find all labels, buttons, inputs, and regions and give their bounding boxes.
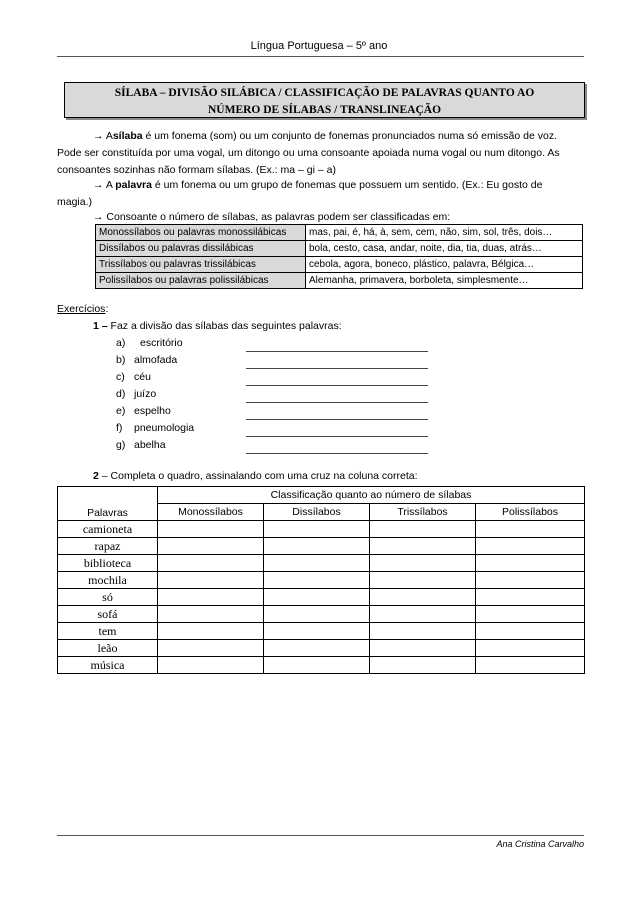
footer-author: Ana Cristina Carvalho — [496, 839, 584, 849]
ex1-item-word: espelho — [134, 405, 171, 417]
answer-line[interactable] — [246, 351, 428, 352]
grid-cell[interactable] — [264, 589, 370, 606]
grid-word: biblioteca — [58, 555, 158, 572]
class-type: Trissílabos ou palavras trissilábicas — [96, 257, 306, 273]
ex1-item-letter: c) — [116, 371, 125, 383]
grid-word: camioneta — [58, 521, 158, 538]
grid-cell[interactable] — [158, 657, 264, 674]
grid-cell[interactable] — [370, 538, 476, 555]
grid-row — [58, 521, 585, 538]
ex1-item-word: juízo — [134, 388, 157, 400]
grid-word: sofá — [58, 606, 158, 623]
exercise-2-prompt — [93, 468, 418, 485]
grid-cell[interactable] — [476, 657, 585, 674]
answer-line[interactable] — [246, 419, 428, 420]
grid-cell[interactable] — [370, 623, 476, 640]
class-type: Monossílabos ou palavras monossilábicas — [96, 225, 306, 241]
p2-text: é um fonema ou um grupo de fonemas que possuem um sentido. (Ex.: Eu gosto de — [151, 179, 543, 191]
ex1-item-letter: b) — [116, 354, 126, 366]
ex1-item-word: céu — [134, 371, 151, 383]
grid-cell[interactable] — [264, 521, 370, 538]
grid-row — [58, 589, 585, 606]
grid-row — [58, 640, 585, 657]
grid-cell[interactable] — [264, 555, 370, 572]
grid-cell[interactable] — [476, 623, 585, 640]
class-examples: cebola, agora, boneco, plástico, palavra, Bélgica… — [306, 257, 583, 273]
grid-cell[interactable] — [158, 538, 264, 555]
grid-cell[interactable] — [158, 572, 264, 589]
exercise-1-text: Faz a divisão das sílabas das seguintes palavras: — [107, 320, 342, 332]
grid-cell[interactable] — [370, 640, 476, 657]
grid-cell[interactable] — [264, 623, 370, 640]
grid-cell[interactable] — [158, 521, 264, 538]
class-examples: Alemanha, primavera, borboleta, simplesmente… — [306, 273, 583, 289]
classification-table — [95, 224, 583, 289]
exercise-2-number: 2 — [93, 470, 99, 482]
grid-row — [58, 555, 585, 572]
class-examples: mas, pai, é, há, à, sem, cem, não, sim, sol, três, dois… — [306, 225, 583, 241]
p2-line-2: magia.) — [57, 196, 93, 208]
ex1-item-letter: d) — [116, 388, 126, 400]
p1-line-3: consoantes sozinhas não formam sílabas. (Ex.: ma – gi – a) — [57, 164, 336, 176]
grid-cell[interactable] — [264, 640, 370, 657]
p1-line-2: Pode ser constituída por uma vogal, um ditongo ou uma consoante apoiada numa vogal ou num ditongo. As — [57, 147, 560, 159]
grid-row — [58, 572, 585, 589]
grid-row — [58, 623, 585, 640]
exercise-1-prompt — [93, 318, 342, 335]
title-line-2: NÚMERO DE SÍLABAS / TRANSLINEAÇÃO — [207, 104, 442, 116]
ex1-item-letter: e) — [116, 405, 126, 417]
paragraph-word — [57, 177, 584, 211]
grid-cell[interactable] — [370, 555, 476, 572]
col-header: Polissílabos — [476, 504, 585, 521]
ex1-item-word: escritório — [140, 337, 183, 349]
grid-word: música — [58, 657, 158, 674]
answer-line[interactable] — [246, 368, 428, 369]
class-type: Polissílabos ou palavras polissilábicas — [96, 273, 306, 289]
grid-cell[interactable] — [476, 538, 585, 555]
classification-row — [96, 225, 583, 241]
grid-cell[interactable] — [158, 623, 264, 640]
footer-rule — [57, 835, 584, 836]
grid-cell[interactable] — [158, 589, 264, 606]
p1-text: é um fonema (som) ou um conjunto de fonemas pronunciados numa só emissão de voz. — [142, 130, 558, 142]
answer-line[interactable] — [246, 385, 428, 386]
exercises-heading — [57, 301, 108, 318]
ex1-item-letter: g) — [116, 439, 126, 451]
grid-cell[interactable] — [370, 589, 476, 606]
arrow-text-2: → A — [93, 179, 113, 191]
grid-header-row — [58, 487, 585, 504]
ex1-item-word: abelha — [134, 439, 166, 451]
grid-cell[interactable] — [476, 640, 585, 657]
ex1-item-word: pneumologia — [134, 422, 195, 434]
grid-cell[interactable] — [264, 606, 370, 623]
exercises-colon: : — [105, 303, 109, 315]
col-header: Trissílabos — [370, 504, 476, 521]
p3-text: → Consoante o número de sílabas, as palavras podem ser classificadas em: — [93, 211, 451, 223]
exercise-2-grid — [57, 486, 585, 674]
grid-cell[interactable] — [264, 538, 370, 555]
grid-cell[interactable] — [370, 521, 476, 538]
grid-row — [58, 606, 585, 623]
grid-word: leão — [58, 640, 158, 657]
page-header: Língua Portuguesa – 5º ano — [250, 40, 388, 52]
paragraph-syllable — [57, 128, 584, 179]
col-header: Dissílabos — [264, 504, 370, 521]
exercises-heading-text: Exercícios — [57, 303, 106, 315]
grid-cell[interactable] — [476, 521, 585, 538]
grid-cell[interactable] — [476, 589, 585, 606]
exercise-2-text: – Completa o quadro, assinalando com uma cruz na coluna correta: — [98, 470, 418, 482]
classification-row — [96, 273, 583, 289]
grid-cell[interactable] — [370, 657, 476, 674]
answer-line[interactable] — [246, 453, 428, 454]
arrow-text: → A — [93, 130, 113, 142]
grid-word: mochila — [58, 572, 158, 589]
grid-cell[interactable] — [264, 657, 370, 674]
grid-cell[interactable] — [158, 640, 264, 657]
class-type: Dissílabos ou palavras dissilábicas — [96, 241, 306, 257]
grid-word: só — [58, 589, 158, 606]
classification-row — [96, 257, 583, 273]
header-rule — [57, 56, 584, 57]
col-words-header: Palavras — [58, 487, 158, 521]
term-word: palavra — [115, 179, 152, 191]
answer-line[interactable] — [246, 436, 428, 437]
grid-cell[interactable] — [476, 606, 585, 623]
ex1-item-letter: f) — [116, 422, 123, 434]
title-line-1: SÍLABA – DIVISÃO SILÁBICA / CLASSIFICAÇÃO DE PALAVRAS QUANTO AO — [114, 87, 535, 99]
grid-row — [58, 538, 585, 555]
grid-cell[interactable] — [370, 572, 476, 589]
grid-cell[interactable] — [158, 606, 264, 623]
grid-cell[interactable] — [370, 606, 476, 623]
grid-cell[interactable] — [264, 572, 370, 589]
grid-cell[interactable] — [476, 572, 585, 589]
grid-word: tem — [58, 623, 158, 640]
term-syllable: sílaba — [112, 130, 143, 142]
grid-cell[interactable] — [476, 555, 585, 572]
grid-cell[interactable] — [158, 555, 264, 572]
col-header: Monossílabos — [158, 504, 264, 521]
title-box — [64, 82, 585, 118]
exercise-1-number: 1 – — [93, 320, 108, 332]
group-header: Classificação quanto ao número de sílabas — [158, 487, 585, 504]
grid-word: rapaz — [58, 538, 158, 555]
answer-line[interactable] — [246, 402, 428, 403]
ex1-item-letter: a) — [116, 337, 126, 349]
class-examples: bola, cesto, casa, andar, noite, dia, tia, duas, atrás… — [306, 241, 583, 257]
grid-row — [58, 657, 585, 674]
ex1-item-word: almofada — [134, 354, 178, 366]
classification-row — [96, 241, 583, 257]
